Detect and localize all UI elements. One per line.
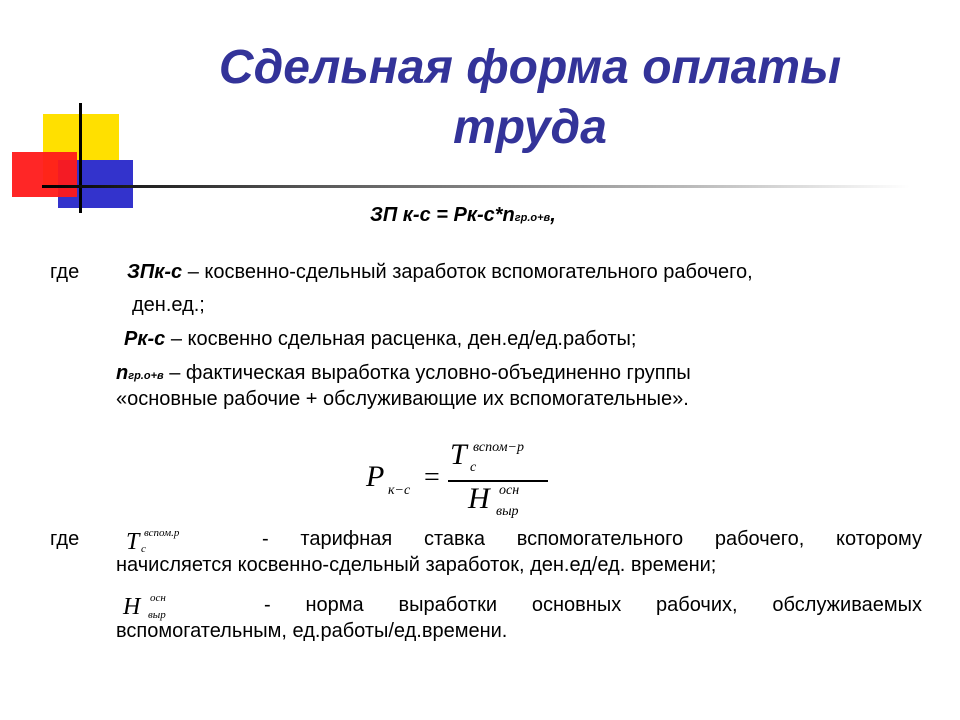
definition-t: - тарифная ставка вспомогательного рабочего, которому: [262, 528, 922, 550]
definition-output: [116, 361, 691, 388]
fraction-bar: [448, 480, 548, 482]
definition-rate: [124, 327, 636, 351]
definition-output-cont: «основные рабочие + обслуживающие их вспомогательные».: [116, 388, 689, 410]
formula-p: P: [366, 460, 385, 493]
definition-zp: [127, 260, 753, 284]
formula-p-sub: к−с: [388, 483, 411, 498]
definition-h-cont: вспомогательным, ед.работы/ед.времени.: [116, 620, 508, 642]
formula-zp: [370, 203, 556, 230]
formula-h-sub: выр: [496, 504, 519, 519]
definition-output-sub: гр.о+в: [128, 370, 164, 382]
definition-t-cont: начисляется косвенно-сдельный заработок, ден.ед/ед. времени;: [116, 554, 717, 576]
formula-t-sub: с: [470, 460, 477, 475]
formula-equals: =: [424, 462, 440, 493]
definition-output-term: n: [116, 362, 129, 384]
definition-rate-term: Рк-с: [124, 328, 166, 350]
symbol-t-main: T: [126, 529, 140, 555]
symbol-h-sub: выр: [148, 609, 166, 621]
symbol-h-main: H: [123, 594, 141, 620]
where-label-2: где: [50, 528, 80, 550]
formula-h-sup: осн: [499, 483, 520, 498]
symbol-h-sup: осн: [150, 592, 166, 604]
symbol-t-sub: с: [141, 543, 146, 555]
title-line-1: Сдельная форма оплаты: [218, 41, 842, 94]
title-divider-line: [42, 185, 910, 188]
definition-h: - норма выработки основных рабочих, обслуживаемых: [264, 594, 922, 616]
decor-red-square: [12, 152, 77, 197]
symbol-t-sup: вспом.р: [144, 527, 180, 539]
definition-zp-text: – косвенно-сдельный заработок вспомогательного рабочего,: [182, 261, 753, 283]
where-label-1: где: [50, 261, 80, 283]
definition-zp-cont: ден.ед.;: [132, 294, 205, 316]
title-line-2: труда: [453, 101, 607, 154]
formula-zp-main: ЗП к-с = Рк-с*n: [370, 204, 515, 226]
definition-zp-term: ЗПк-с: [127, 261, 183, 283]
formula-zp-tail: ,: [550, 204, 556, 226]
formula-h: H: [468, 482, 490, 515]
page-title: [150, 38, 910, 158]
decor-vertical-line: [79, 103, 82, 213]
formula-rate-fraction: [360, 438, 560, 528]
definition-rate-text: – косвенно сдельная расценка, ден.ед/ед.работы;: [165, 328, 637, 350]
definition-output-text: – фактическая выработка условно-объединенно группы: [163, 362, 691, 384]
formula-t-sup: вспом−р: [473, 440, 524, 455]
formula-zp-sub: гр.о+в: [514, 212, 551, 224]
formula-t: T: [450, 438, 467, 471]
